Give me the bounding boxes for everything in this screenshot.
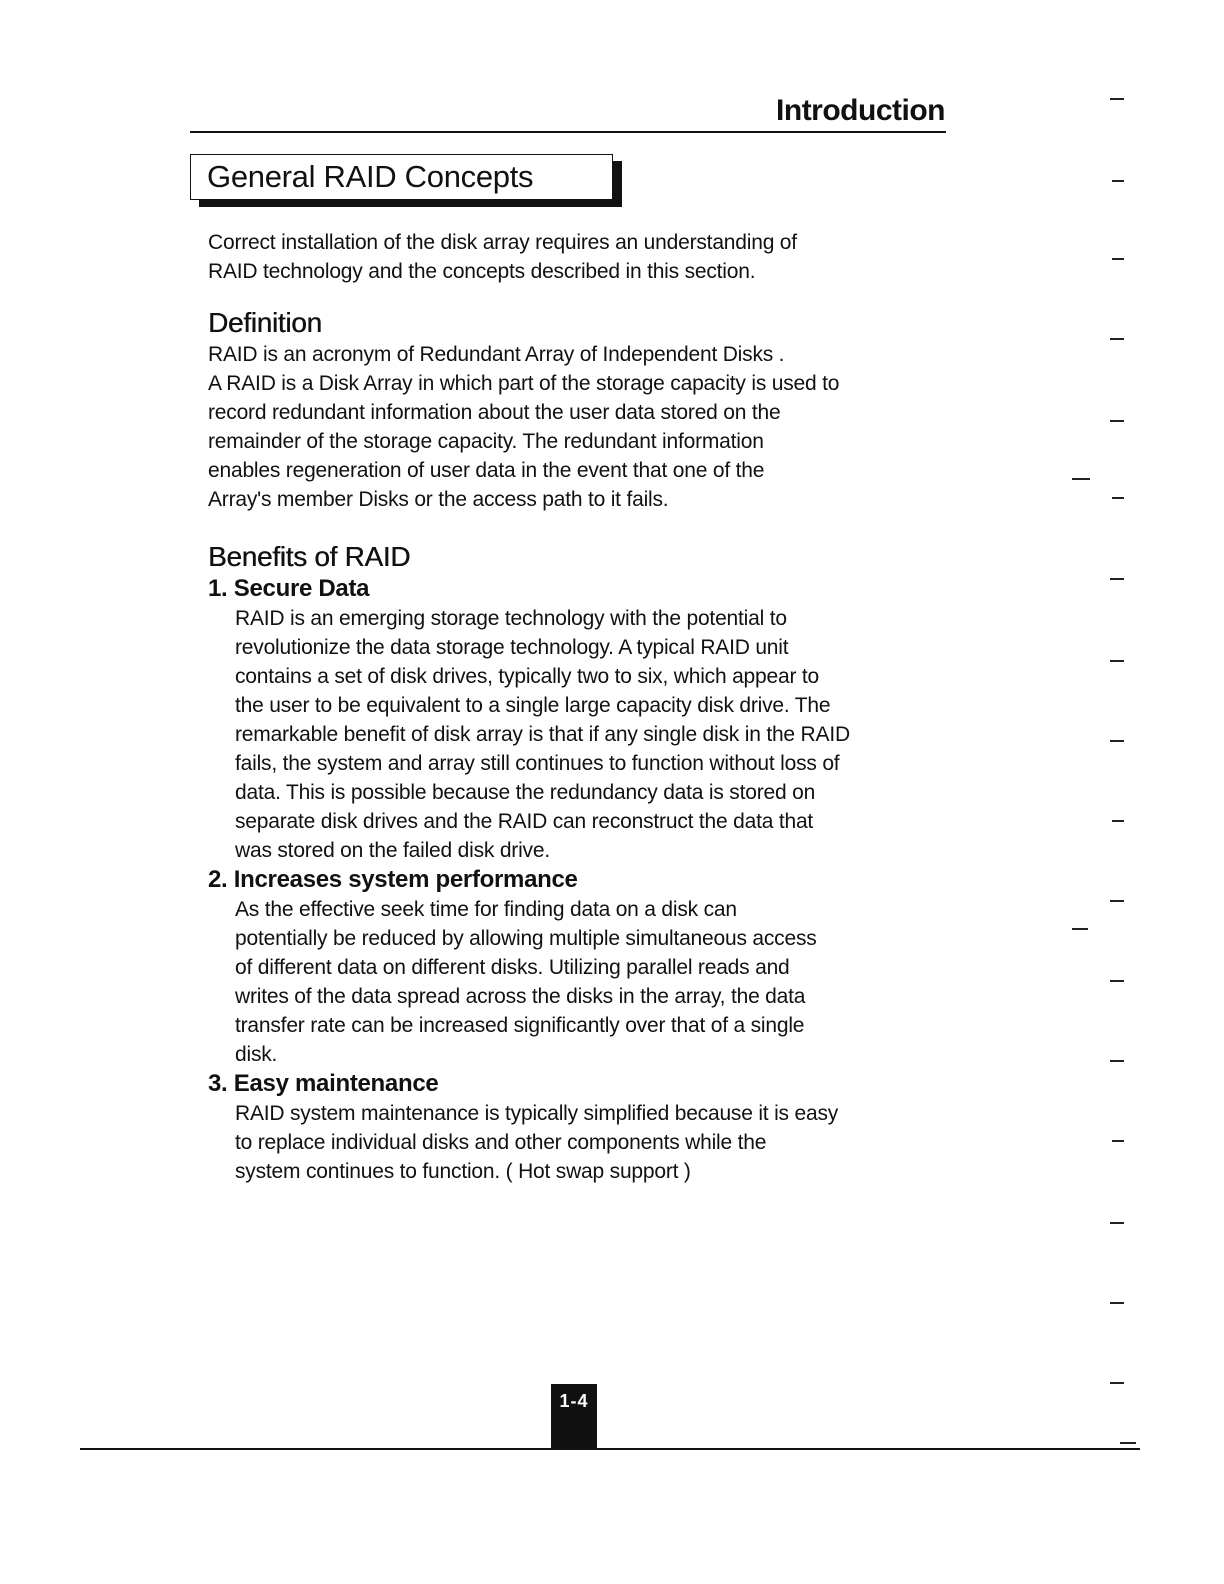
benefit-line: remarkable benefit of disk array is that if any single disk in the RAID — [235, 723, 850, 746]
benefit-line: transfer rate can be increased significantly over that of a single — [235, 1014, 805, 1037]
intro-line: Correct installation of the disk array requires an understanding of — [208, 231, 797, 254]
definition-paragraph — [208, 340, 948, 514]
benefit-paragraph — [208, 1099, 948, 1186]
benefit-line: revolutionize the data storage technology. A typical RAID unit — [235, 636, 789, 659]
margin-tick — [1110, 1222, 1124, 1224]
margin-tick — [1112, 180, 1124, 182]
margin-tick — [1112, 820, 1124, 822]
page-title: General RAID Concepts — [207, 159, 534, 194]
margin-tick — [1110, 740, 1124, 742]
margin-tick — [1110, 660, 1124, 662]
benefit-title: 3. Easy maintenance — [208, 1070, 439, 1097]
benefit-line: As the effective seek time for finding data on a disk can — [235, 898, 737, 921]
benefit-line: writes of the data spread across the disks in the array, the data — [235, 985, 806, 1008]
margin-tick — [1110, 980, 1124, 982]
benefit-line: was stored on the failed disk drive. — [235, 839, 550, 862]
margin-tick — [1110, 900, 1124, 902]
intro-line: RAID technology and the concepts described in this section. — [208, 260, 756, 283]
margin-tick — [1110, 578, 1124, 580]
benefits-section — [208, 540, 948, 1186]
definition-line: remainder of the storage capacity. The redundant information — [208, 430, 764, 453]
margin-tick — [1110, 1382, 1124, 1384]
margin-tick — [1072, 928, 1088, 930]
margin-tick — [1112, 497, 1124, 499]
section-header-label: Introduction — [776, 94, 945, 127]
definition-line: Array's member Disks or the access path to it fails. — [208, 488, 669, 511]
margin-tick — [1110, 98, 1124, 100]
header-rule — [190, 131, 946, 133]
benefit-line: to replace individual disks and other components while the — [235, 1131, 767, 1154]
definition-line: RAID is an acronym of Redundant Array of Independent Disks . — [208, 343, 785, 366]
benefit-item-secure-data — [208, 574, 948, 865]
page-number-tab: 1-4 — [551, 1384, 597, 1450]
margin-tick — [1110, 1060, 1124, 1062]
page-content — [208, 228, 948, 1186]
margin-tick — [1072, 478, 1090, 480]
benefit-line: separate disk drives and the RAID can reconstruct the data that — [235, 810, 814, 833]
margin-tick — [1112, 1140, 1124, 1142]
benefit-title: 1. Secure Data — [208, 575, 370, 602]
definition-heading: Definition — [208, 307, 322, 338]
benefit-line: system continues to function. ( Hot swap support ) — [235, 1160, 691, 1183]
margin-tick — [1120, 1442, 1136, 1444]
benefit-line: fails, the system and array still continues to function without loss of — [235, 752, 840, 775]
benefit-paragraph — [208, 604, 948, 865]
benefit-line: RAID is an emerging storage technology with the potential to — [235, 607, 787, 630]
benefit-title: 2. Increases system performance — [208, 866, 578, 893]
definition-line: enables regeneration of user data in the event that one of the — [208, 459, 765, 482]
title-box — [190, 154, 613, 200]
benefits-heading: Benefits of RAID — [208, 541, 411, 572]
margin-tick — [1110, 338, 1124, 340]
benefit-line: disk. — [235, 1043, 278, 1066]
benefit-line: RAID system maintenance is typically simplified because it is easy — [235, 1102, 839, 1125]
margin-tick — [1112, 258, 1124, 260]
benefit-item-performance — [208, 865, 948, 1069]
benefit-paragraph — [208, 895, 948, 1069]
footer-rule — [80, 1448, 1140, 1450]
benefit-line: contains a set of disk drives, typically two to six, which appear to — [235, 665, 820, 688]
benefit-line: of different data on different disks. Utilizing parallel reads and — [235, 956, 790, 979]
definition-section — [208, 306, 948, 514]
definition-line: record redundant information about the user data stored on the — [208, 401, 781, 424]
margin-tick — [1110, 1302, 1124, 1304]
intro-paragraph — [208, 228, 948, 286]
benefit-line: the user to be equivalent to a single large capacity disk drive. The — [235, 694, 831, 717]
benefit-line: data. This is possible because the redundancy data is stored on — [235, 781, 816, 804]
benefit-line: potentially be reduced by allowing multiple simultaneous access — [235, 927, 817, 950]
benefit-item-maintenance — [208, 1069, 948, 1186]
definition-line: A RAID is a Disk Array in which part of the storage capacity is used to — [208, 372, 840, 395]
margin-tick — [1110, 420, 1124, 422]
